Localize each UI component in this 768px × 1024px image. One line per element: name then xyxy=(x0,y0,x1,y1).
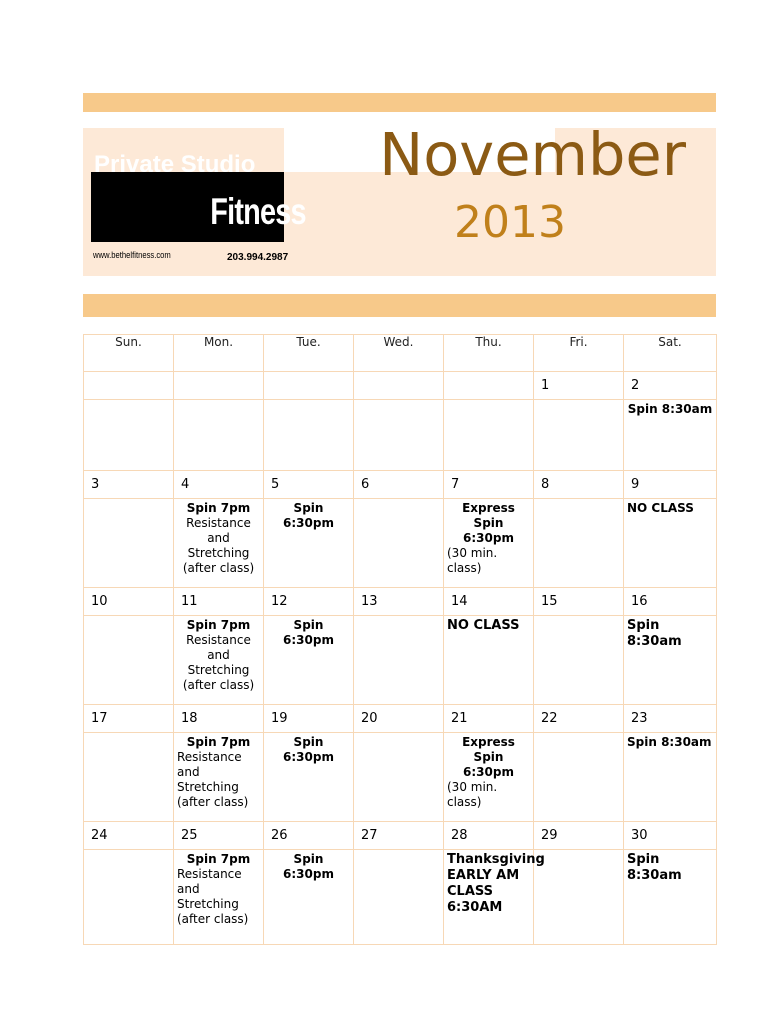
date-number xyxy=(174,372,264,400)
date-number: 26 xyxy=(264,822,354,850)
day-cell xyxy=(624,499,717,588)
logo-top-text: Private Studio xyxy=(94,151,256,178)
date-number: 8 xyxy=(534,471,624,499)
date-number: 3 xyxy=(84,471,174,499)
calendar-body xyxy=(84,372,717,945)
logo-phone: 203.994.2987 xyxy=(227,252,289,263)
month-title: November xyxy=(379,120,686,189)
class-event: NO CLASS xyxy=(627,501,694,515)
date-number: 12 xyxy=(264,588,354,616)
day-cell xyxy=(84,850,174,945)
month-title-clip xyxy=(340,120,720,192)
day-cell xyxy=(534,733,624,822)
date-number xyxy=(84,372,174,400)
weekday-tue: Tue. xyxy=(264,335,354,372)
date-number: 29 xyxy=(534,822,624,850)
day-cell xyxy=(624,616,717,705)
date-number: 18 xyxy=(174,705,264,733)
class-event: (30 min. class) xyxy=(447,546,498,575)
day-cell xyxy=(264,733,354,822)
class-event: Spin 8:30am xyxy=(627,735,712,749)
day-cell xyxy=(84,616,174,705)
class-event: Spin 8:30am xyxy=(627,618,682,649)
day-cell xyxy=(354,850,444,945)
day-cell xyxy=(444,400,534,471)
class-event: Spin 7pm xyxy=(186,501,251,515)
date-number xyxy=(444,372,534,400)
class-event: Spin 6:30pm xyxy=(283,618,334,647)
date-number: 24 xyxy=(84,822,174,850)
class-event: Spin 6:30pm xyxy=(283,735,334,764)
date-number: 23 xyxy=(624,705,717,733)
class-event: Express Spin 6:30pm xyxy=(462,735,515,779)
class-event: Spin 8:30am xyxy=(627,402,713,416)
date-number xyxy=(264,372,354,400)
class-event: Spin 8:30am xyxy=(627,852,682,883)
date-number: 21 xyxy=(444,705,534,733)
date-number: 30 xyxy=(624,822,717,850)
weekday-sat: Sat. xyxy=(624,335,717,372)
date-number: 16 xyxy=(624,588,717,616)
date-number: 14 xyxy=(444,588,534,616)
date-number: 17 xyxy=(84,705,174,733)
week-events-row xyxy=(84,733,717,822)
logo-name: Fitness xyxy=(210,191,306,232)
year-title: 2013 xyxy=(454,197,566,248)
week-date-row xyxy=(84,822,717,850)
date-number xyxy=(354,372,444,400)
day-cell xyxy=(264,850,354,945)
class-event: Spin 7pm xyxy=(186,618,251,632)
day-cell xyxy=(264,616,354,705)
weekday-thu: Thu. xyxy=(444,335,534,372)
week-events-row xyxy=(84,400,717,471)
day-cell xyxy=(354,499,444,588)
date-number: 6 xyxy=(354,471,444,499)
date-number: 10 xyxy=(84,588,174,616)
date-number: 15 xyxy=(534,588,624,616)
week-events-row xyxy=(84,616,717,705)
calendar-grid xyxy=(83,334,717,945)
weekday-sun: Sun. xyxy=(84,335,174,372)
class-event: Spin 6:30pm xyxy=(283,501,334,530)
class-event: (30 min. class) xyxy=(447,780,498,809)
day-cell xyxy=(174,850,264,945)
day-cell xyxy=(354,616,444,705)
day-cell xyxy=(444,733,534,822)
class-event: Express Spin 6:30pm xyxy=(462,501,515,545)
weekday-header-row xyxy=(84,335,717,372)
class-event: Spin 7pm xyxy=(186,852,251,866)
date-number: 28 xyxy=(444,822,534,850)
day-cell xyxy=(624,733,717,822)
date-number: 1 xyxy=(534,372,624,400)
studio-logo xyxy=(90,151,306,270)
class-event: NO CLASS xyxy=(447,618,520,633)
day-cell xyxy=(624,850,717,945)
week-date-row xyxy=(84,372,717,400)
date-number: 11 xyxy=(174,588,264,616)
day-cell xyxy=(534,850,624,945)
date-number: 9 xyxy=(624,471,717,499)
logo-url: www.bethelfitness.com xyxy=(93,250,171,260)
week-date-row xyxy=(84,588,717,616)
date-number: 7 xyxy=(444,471,534,499)
class-event: Thanksgiving EARLY AM CLASS 6:30AM xyxy=(447,852,545,915)
day-cell xyxy=(624,400,717,471)
class-event: Spin 7pm xyxy=(186,735,251,749)
date-number: 22 xyxy=(534,705,624,733)
class-event: Resistance and Stretching (after class) xyxy=(182,633,255,692)
class-event: Spin 6:30pm xyxy=(283,852,334,881)
date-number: 4 xyxy=(174,471,264,499)
date-number: 27 xyxy=(354,822,444,850)
week-events-row xyxy=(84,850,717,945)
date-number: 25 xyxy=(174,822,264,850)
day-cell xyxy=(354,733,444,822)
day-cell xyxy=(84,400,174,471)
weekday-wed: Wed. xyxy=(354,335,444,372)
day-cell xyxy=(264,400,354,471)
bottom-accent-band xyxy=(83,294,716,317)
class-event: Resistance and Stretching (after class) xyxy=(182,516,255,575)
date-number: 13 xyxy=(354,588,444,616)
day-cell xyxy=(354,400,444,471)
day-cell xyxy=(174,499,264,588)
week-events-row xyxy=(84,499,717,588)
week-date-row xyxy=(84,705,717,733)
day-cell xyxy=(84,499,174,588)
day-cell xyxy=(174,733,264,822)
day-cell xyxy=(174,616,264,705)
date-number: 2 xyxy=(624,372,717,400)
class-event: Resistance and Stretching (after class) xyxy=(177,867,249,926)
day-cell xyxy=(444,499,534,588)
day-cell xyxy=(84,733,174,822)
date-number: 19 xyxy=(264,705,354,733)
class-event: Resistance and Stretching (after class) xyxy=(177,750,249,809)
weekday-mon: Mon. xyxy=(174,335,264,372)
week-date-row xyxy=(84,471,717,499)
weekday-fri: Fri. xyxy=(534,335,624,372)
top-accent-band xyxy=(83,93,716,112)
day-cell xyxy=(174,400,264,471)
day-cell xyxy=(264,499,354,588)
day-cell xyxy=(444,616,534,705)
day-cell xyxy=(534,499,624,588)
day-cell xyxy=(444,850,545,945)
date-number: 20 xyxy=(354,705,444,733)
day-cell xyxy=(534,400,624,471)
date-number: 5 xyxy=(264,471,354,499)
day-cell xyxy=(534,616,624,705)
